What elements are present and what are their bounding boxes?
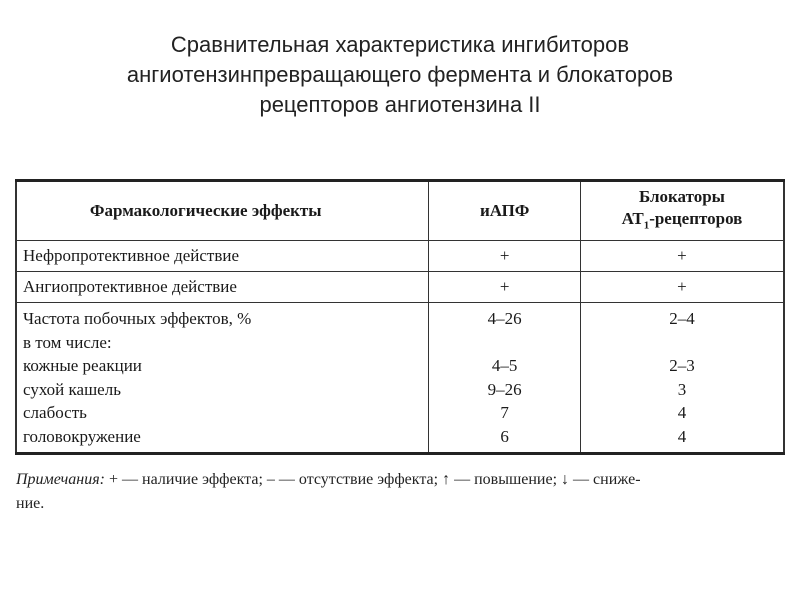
side-effect-label: сухой кашель <box>23 379 121 399</box>
side-effects-labels <box>16 303 429 454</box>
side-effect-label: слабость <box>23 403 87 422</box>
iapf-cell: + <box>429 241 580 272</box>
footnote-label: Примечания: <box>16 471 105 488</box>
side-effect-blockers-value: 4 <box>677 426 687 446</box>
side-effect-label: головокружение <box>23 426 141 446</box>
side-effect-blockers-value: 3 <box>677 379 687 399</box>
title-line-2: ангиотензинпревращающего фермента и блокаторов <box>126 62 674 87</box>
effect-cell: Нефропротективное действие <box>16 241 429 272</box>
side-effect-iapf-value: 7 <box>500 403 509 422</box>
side-effects-iapf <box>429 303 580 454</box>
side-effect-blockers-value: 2–3 <box>669 356 695 375</box>
comparison-table <box>15 179 785 455</box>
title-line-3: рецепторов ангиотензина II <box>259 92 541 117</box>
header-blockers-sub: 1 <box>643 219 650 232</box>
side-effect-blockers-value: 4 <box>677 403 687 422</box>
slide-title <box>60 30 740 120</box>
footnote-text-continued: ние. <box>16 495 45 512</box>
table-row <box>16 241 784 272</box>
blockers-cell: + <box>580 272 784 303</box>
side-effects-row <box>16 303 784 454</box>
side-effect-iapf-value: 4–26 <box>487 309 522 328</box>
side-effects-blockers <box>580 303 784 454</box>
table-header-row <box>16 181 784 241</box>
header-blockers-rest: -рецепторов <box>649 208 743 228</box>
table-footnote <box>16 468 786 516</box>
header-effects: Фармакологические эффекты <box>16 181 429 241</box>
title-line-1: Сравнительная характеристика ингибиторов <box>170 32 630 57</box>
effect-cell: Ангиопротективное действие <box>16 272 429 303</box>
header-blockers-line1: Блокаторы <box>638 186 725 206</box>
side-effect-iapf-value <box>435 331 573 355</box>
blockers-cell: + <box>580 241 784 272</box>
side-effect-blockers-value <box>587 331 777 355</box>
side-effect-label: Частота побочных эффектов, % <box>23 309 252 328</box>
table-row <box>16 272 784 303</box>
header-blockers <box>580 181 784 241</box>
iapf-cell: + <box>429 272 580 303</box>
header-blockers-at: АТ <box>621 208 644 228</box>
side-effect-label: в том числе: <box>23 332 112 352</box>
side-effect-iapf-value: 6 <box>500 426 509 446</box>
side-effect-iapf-value: 4–5 <box>491 356 518 375</box>
side-effect-iapf-value: 9–26 <box>487 379 522 399</box>
side-effect-label: кожные реакции <box>23 356 142 375</box>
side-effect-blockers-value: 2–4 <box>669 309 695 328</box>
footnote-text: + — наличие эффекта; – — отсутствие эффекта; ↑ — повышение; ↓ — сниже- <box>105 471 641 488</box>
header-iapf: иАПФ <box>429 181 580 241</box>
